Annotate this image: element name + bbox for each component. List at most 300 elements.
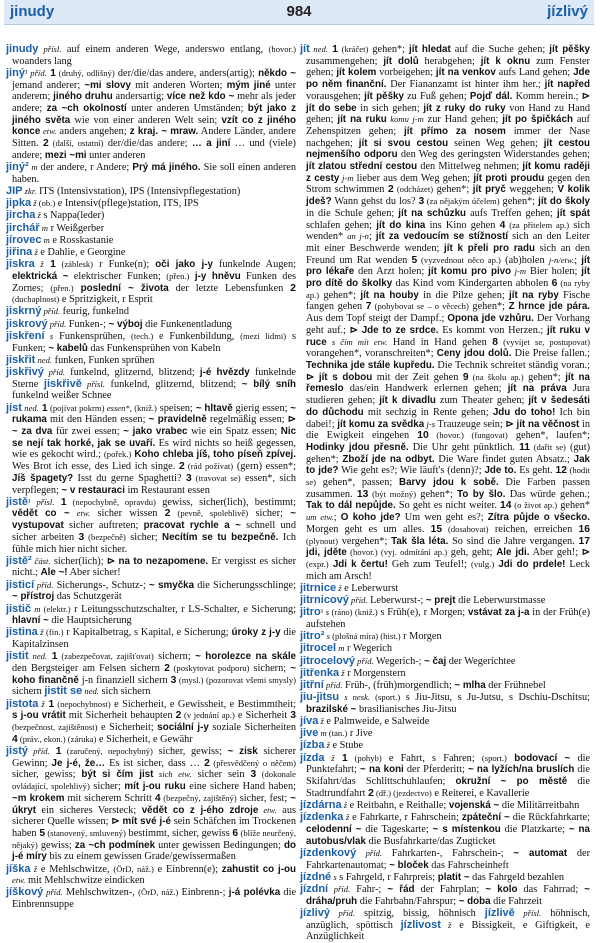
entry-text: m <box>31 603 41 614</box>
entry-text: r Jive <box>347 728 373 740</box>
entry-text: vorbeigehen; <box>376 67 436 79</box>
entry-text: andersartig; <box>112 91 167 103</box>
entry-text: Fische fangen gehen <box>306 289 590 313</box>
entry-text: sicher wissen <box>90 508 165 520</box>
dictionary-entry <box>6 864 296 887</box>
entry-text: (práv., ekon.) (záruka) <box>17 733 97 744</box>
entry-text: ž <box>324 740 330 751</box>
entry-text: mezi ~mi <box>44 149 87 161</box>
entry-text: die Stadtrundfahrt <box>306 776 590 799</box>
entry-text: mým jiné <box>226 79 271 91</box>
entry-text: Wann gehst du los? <box>331 196 419 208</box>
entry-text: 1 <box>54 496 67 508</box>
entry-text: die Punktefahrt; <box>306 752 591 776</box>
entry-text: (poskytovat podporu) <box>169 663 250 674</box>
headword: jistit se <box>44 685 83 698</box>
entry-text: Hodinky jdou přesně. <box>306 441 409 453</box>
entry-text: speisen; <box>156 402 196 414</box>
entry-text: sicher sein <box>191 769 251 781</box>
entry-text: ~ horolezce na skále <box>195 651 296 663</box>
entry-text: jít do kina <box>376 219 426 231</box>
entry-text: mit sicherem Schritt <box>64 792 155 804</box>
entry-text: immer der Nase nachgehen; <box>306 125 590 149</box>
entry-text: hlavní ~ <box>12 615 49 627</box>
entry-text: ~ na autobus/vlak <box>306 823 590 847</box>
entry-text: jít kolem <box>336 67 377 79</box>
entry-text: m <box>41 234 50 245</box>
entry-text: ⊳ Jde to ze srdce. <box>349 324 439 336</box>
entry-text: jít přímo za nosem <box>404 125 506 137</box>
entry-text: in die Ewigkeit eingehen <box>306 418 590 442</box>
entry-text: (hovor.) (fungovat) <box>428 430 508 441</box>
entry-text: jít pro lékaře <box>306 254 590 278</box>
entry-text: e Fahrkarte, r Fahrschein; <box>349 812 462 824</box>
entry-text: an j-n <box>347 231 369 242</box>
entry-text: (fin.) <box>43 627 64 638</box>
entry-text: jít k divadlu <box>379 395 436 407</box>
entry-text: přísl. <box>30 496 55 507</box>
entry-text: (pevně, spolehlivě) <box>170 508 249 519</box>
entry-text: mit anderen Worten; <box>130 79 227 91</box>
entry-text: ~ kolo <box>485 883 518 895</box>
entry-text: m <box>336 643 345 654</box>
entry-text: jít pěšky <box>364 90 404 102</box>
entry-text: ž <box>34 259 44 270</box>
entry-text: přísl. <box>38 44 62 54</box>
entry-text: e Bissigkeit, e Giftigkeit, e Anzüglichkeit <box>306 919 590 943</box>
entry-text: jít ruku v ruce <box>306 324 590 348</box>
entry-text: elektrischer Funken; <box>68 270 167 282</box>
entry-text: jít v šedesáti do důchodu <box>306 395 590 418</box>
headword: jirchář <box>6 221 40 234</box>
entry-text: s <box>331 871 337 882</box>
entry-text: 2 <box>164 508 171 520</box>
entry-text: (kráčet) <box>338 44 369 54</box>
entry-text: 9 <box>462 371 469 383</box>
entry-text: (bezpečně) <box>84 531 126 542</box>
dictionary-entry <box>300 800 590 812</box>
entry-text: 3 <box>418 196 425 208</box>
entry-text: in der Früh(e) aufstehen <box>306 607 591 630</box>
entry-text: (záblesk) <box>55 259 93 270</box>
entry-text: příd. <box>355 655 374 666</box>
entry-text: j-y hněvu <box>189 270 241 282</box>
entry-text: ⊳ jít do sebe <box>306 90 590 114</box>
entry-text: sich wenden* <box>306 219 590 243</box>
dictionary-entry <box>6 887 296 910</box>
entry-text: (mezi lidmi) <box>240 330 287 341</box>
entry-text: ⊳ jít s dobou <box>306 371 373 383</box>
page-number: 984 <box>286 3 312 20</box>
entry-text: do j-é míry <box>12 839 296 863</box>
entry-text: ž <box>31 198 37 209</box>
dictionary-entry <box>6 223 296 235</box>
entry-text: funkelnde Augen; <box>212 259 296 271</box>
entry-text: platit ~ <box>437 871 470 883</box>
entry-text: ~ mlha <box>454 679 486 691</box>
entry-text: sicher, fest; <box>236 792 291 804</box>
entry-text: (ÖrD, náž.) <box>138 887 179 898</box>
entry-text: gehen*; <box>368 44 410 55</box>
entry-text: mit sechzig in Rente gehen; <box>363 406 493 418</box>
entry-text: r Kapitalbetrag, s Kapital, e Sicherung; <box>63 627 232 639</box>
entry-text: r Wegerich <box>344 643 393 655</box>
dictionary-entry <box>300 656 590 668</box>
entry-text: ~ přístroj <box>12 591 55 603</box>
entry-text: 3 <box>185 472 192 484</box>
entry-text: 7 <box>365 301 372 313</box>
entry-text: ITS (Intensivstation), IPS (Intensivpflegestation) <box>36 185 241 197</box>
entry-text: der Fahrplan; <box>414 883 486 895</box>
entry-text: sociální j-y <box>157 722 209 734</box>
entry-text: (hovor.) (vyj. odmítání ap.) <box>346 547 448 558</box>
entry-text: vědět co ~ <box>12 508 70 520</box>
dictionary-entry <box>300 716 590 728</box>
entry-text: ⊳ <box>581 547 590 559</box>
entry-text: s Jiu-Jitsu, s Ju-Jutsu, s Dschiu-Dschitsu; <box>400 692 591 704</box>
entry-text: jít si svou cestou <box>358 137 449 149</box>
entry-text: sicher; <box>248 508 291 520</box>
entry-text: (hodit se) <box>306 465 590 488</box>
entry-text: příd. <box>34 579 54 590</box>
entry-text: příd. <box>329 907 356 918</box>
entry-text: elektrická ~ <box>12 270 69 282</box>
entry-text: celodenní ~ <box>306 823 362 835</box>
entry-text: j-s <box>424 418 436 429</box>
entry-text: 14 <box>500 500 512 512</box>
entry-text: ~ bloček <box>389 859 429 871</box>
entry-text: aus sicherer Quelle wissen; <box>12 804 296 828</box>
entry-text: 11 <box>519 441 530 453</box>
entry-text: Mehlschwitzen-, <box>62 887 139 899</box>
entry-text: jiného druhu <box>53 91 113 103</box>
dictionary-entry <box>6 319 296 331</box>
entry-text: jít zlatou střední cestou <box>306 161 418 173</box>
entry-text: ~m krokem <box>12 792 65 804</box>
entry-text: die Tageskarte; <box>361 823 433 835</box>
dictionary-entry <box>300 583 590 595</box>
entry-text: (odcházet) <box>393 184 434 195</box>
entry-text: mit Sicherheit behaupten <box>65 710 176 722</box>
entry-text: s <box>44 330 54 341</box>
entry-text: příd. <box>28 745 50 756</box>
entry-text: Ale jdi. <box>496 547 530 559</box>
page-header <box>4 0 594 25</box>
dictionary-entry <box>6 367 296 402</box>
entry-text: jít k přeli pro radu <box>444 242 535 254</box>
entry-text: (další, ostatní) <box>48 138 104 149</box>
headword: jiskřivě <box>43 377 82 390</box>
entry-text: ~ na lyžích/na bruslích <box>467 764 575 776</box>
entry-text: (v jednání ap.) <box>181 710 235 721</box>
entry-text: jít na ruku <box>337 114 387 126</box>
entry-text: ~ doba <box>458 895 491 907</box>
headword: jíst <box>6 401 22 414</box>
entry-text: být jako z jiného světa <box>12 103 296 126</box>
entry-text: Es wird nichts so heiß gegessen, wie es gekocht wird.; <box>12 437 296 461</box>
entry-text: Er vergisst es sicher nicht.; <box>12 555 296 579</box>
entry-text: Komm herein.; <box>512 90 582 102</box>
dictionary-entry <box>6 235 296 247</box>
entry-text: 3 <box>250 769 257 781</box>
entry-text: mehr als jeder andere; <box>12 91 296 115</box>
entry-text: (pohybovat se – o věcech) <box>371 301 469 312</box>
entry-text: ~ v restauraci <box>61 484 125 496</box>
entry-text: 1 <box>44 698 55 710</box>
entry-text: jít po špičkách <box>502 114 573 126</box>
entry-text: j-á polévka <box>228 887 281 899</box>
entry-text: 10 <box>417 430 429 442</box>
entry-text: s čím mít etw. <box>326 336 388 347</box>
entry-text: zur Hand gehen; <box>423 114 503 126</box>
entry-text: ž <box>339 667 345 678</box>
entry-text: sicher, gewiss; <box>12 769 82 781</box>
entry-text: (bezpečný, zajištěný) <box>160 792 237 803</box>
entry-text: příd. <box>47 318 67 329</box>
entry-text: zahustit co j-ou <box>221 863 297 875</box>
entry-text: ; <box>368 231 376 243</box>
dictionary-entry <box>300 908 590 943</box>
entry-text: funken, Funken sprühen <box>52 354 155 366</box>
entry-text: den Mittelweg nehmen; <box>417 161 523 173</box>
entry-text: Es geht. <box>516 465 556 477</box>
entry-text: zusammengehen; <box>306 55 384 67</box>
entry-text: die Leberwurstmasse <box>455 595 546 607</box>
headword: jiskřit <box>6 353 36 366</box>
entry-text: zum Fenster gehen; <box>306 55 590 79</box>
entry-text: jít k oknu <box>480 55 531 67</box>
entry-text: 1 <box>46 67 56 79</box>
entry-text: ~ rukama <box>12 402 296 426</box>
entry-text: ⊳ na to nezapomene. <box>106 555 209 567</box>
entry-text: von Hand zu Hand gehen; <box>306 102 590 126</box>
entry-text: Ich fühle mich hier nicht sicher. <box>12 531 296 555</box>
entry-text: jít cestou nejmenšího odporu <box>306 137 590 161</box>
dictionary-entry <box>6 604 296 627</box>
entry-text: die Hauptsicherung <box>48 615 132 627</box>
entry-text: das Fahrrad; <box>517 883 585 895</box>
entry-text: jdi, jděte <box>306 547 347 559</box>
entry-text: funkelnd, glitzernd, blitzend; <box>65 366 200 378</box>
entry-text: ¹ <box>24 67 28 78</box>
entry-text: příd. <box>41 306 61 317</box>
entry-text: Koho chleba jíš, toho píseň zpívej. <box>131 449 296 461</box>
entry-text: j-n finanziell sichern <box>78 674 171 686</box>
entry-text: (dř.) (jezdectvo) <box>373 787 432 798</box>
entry-text: 2 <box>204 757 210 769</box>
entry-text: (plošná míra) (hist.) <box>329 631 401 642</box>
entry-text: jít pro dítě do školky <box>306 266 590 290</box>
entry-text: r Leitungsschutzschalter, r LS-Schalter, e Sicherung; <box>70 603 296 615</box>
entry-text: Es ist sicher, dass … <box>105 757 205 769</box>
dictionary-entry <box>300 44 590 582</box>
dictionary-entry <box>300 692 590 715</box>
dictionary-entry <box>300 884 590 907</box>
headword: jízdárna <box>300 799 342 811</box>
entry-text: gehen*, laufen*; <box>507 430 590 442</box>
entry-text: ž <box>38 698 45 709</box>
entry-text: brasilianisches Jiu-Jitsu <box>356 703 457 715</box>
entry-text: Fahr-; <box>350 883 388 895</box>
entry-text: (za přítelem ap.) <box>505 219 570 230</box>
entry-text: někdo ~ <box>258 67 296 79</box>
entry-text: příd. <box>27 67 47 78</box>
entry-text: (blíže neurčený, nějaký) <box>12 827 296 850</box>
entry-text: unter anderem; <box>12 79 296 103</box>
entry-text: Hand in Hand gehen <box>387 336 493 348</box>
entry-text: ~ úkryt <box>12 792 296 816</box>
entry-text: (ab)holen <box>500 254 549 266</box>
entry-text: Bier holen; <box>526 266 582 278</box>
entry-text: ~ prejt <box>425 595 456 607</box>
entry-text: Die Preise fallen.; <box>511 348 590 360</box>
entry-text: okružní ~ po městě <box>455 776 568 788</box>
dictionary-entry <box>6 651 296 698</box>
entry-text: ned. <box>21 402 39 413</box>
entry-text: 2 <box>42 138 49 150</box>
entry-text: sicherer Gewinn; <box>12 745 296 769</box>
entry-text: ~ koho finančně <box>12 663 296 686</box>
entry-text: ned. <box>82 686 99 697</box>
dictionary-entry <box>6 699 296 746</box>
entry-text: Die Uhr geht pünktlich. <box>408 441 520 453</box>
headword: jisticí <box>6 578 35 591</box>
entry-text: (vyvíjet se, postupovat) <box>498 336 591 347</box>
headword: jiu-jitsu <box>300 691 340 704</box>
entry-text: příd. <box>356 847 383 858</box>
entry-text: Opona jde vzhůru. <box>447 313 534 325</box>
entry-text: etw. <box>40 126 57 137</box>
entry-text: 3 <box>170 674 177 686</box>
entry-text: e Palmweide, e Salweide <box>323 716 430 728</box>
entry-text: der Wegerichtee <box>446 655 516 667</box>
entry-text: ž <box>35 210 41 221</box>
entry-text: Zboží jde na odbyt. <box>342 453 435 465</box>
entry-text: 5 <box>411 254 418 266</box>
entry-text: herabgehen; <box>418 55 481 67</box>
dictionary-entry <box>6 580 296 603</box>
entry-text: schnell und sicher arbeiten <box>12 520 296 543</box>
dictionary-entry <box>300 728 590 740</box>
entry-text: vzít co z jiného konce <box>12 114 296 138</box>
entry-text: jít na houby <box>360 289 419 301</box>
dictionary-entry <box>6 627 296 650</box>
entry-text: ned. <box>28 651 48 662</box>
entry-text: die Platzkarte; <box>500 823 569 835</box>
entry-text: (zaručený, nepochybný) <box>61 745 153 756</box>
entry-text: 8 <box>492 336 499 348</box>
entry-text: (gut) gehen*; <box>306 441 590 465</box>
entry-text: j-m <box>339 172 354 183</box>
entry-text: (plynout) <box>306 535 338 546</box>
entry-text: Je j-é, že… <box>51 757 106 769</box>
dictionary-entry <box>6 497 296 556</box>
entry-text: e Mehlschwitze, <box>37 863 114 875</box>
entry-text: jít pěšky <box>549 44 590 55</box>
entry-text: sich sichern <box>98 686 151 698</box>
entry-text: die Funkenentladung <box>142 318 232 330</box>
dictionary-entry <box>300 668 590 680</box>
entry-text: s Nappa(leder) <box>40 210 105 222</box>
entry-text: s j-ou vrátit <box>12 710 66 722</box>
entry-text: spitzig, bissig, höhnisch <box>355 907 485 919</box>
entry-text: příd. <box>323 679 343 690</box>
entry-text: ~ s místenkou <box>432 823 501 835</box>
entry-text: (travovat se) <box>191 472 241 483</box>
entry-text: ~ čaj <box>424 655 447 667</box>
entry-text: der letzte Lebensfunken <box>168 282 291 294</box>
dictionary-entry <box>6 403 296 497</box>
entry-text: přísl. <box>81 378 105 389</box>
entry-text: Morgen geht es um alles. <box>306 523 431 535</box>
headword: jistit <box>6 650 29 663</box>
entry-text: die Einbrennsuppe <box>12 887 297 911</box>
entry-text: Leberwurst-; <box>367 595 426 607</box>
entry-text: 2 <box>290 282 296 294</box>
entry-text: der Frühnebel <box>485 679 546 691</box>
entry-text: Aus dem Topf steigt der Dampf.; <box>306 313 448 325</box>
entry-text: 3 <box>78 531 85 543</box>
entry-text: 5 <box>39 827 46 839</box>
entry-text: příd. <box>328 883 351 894</box>
entry-text: ž <box>324 752 335 763</box>
entry-text: ~ jako vrabec <box>123 426 188 437</box>
entry-text: (na školu ap.) <box>468 371 524 382</box>
entry-text: Funken des Zornes; <box>12 270 297 294</box>
entry-text: So geht es nicht weiter. <box>395 500 501 512</box>
entry-text: e Dahlie, e Georgine <box>37 246 126 258</box>
entry-text: bodovací ~ <box>506 752 571 764</box>
entry-text: So sind die Jahre vergangen. <box>448 535 579 547</box>
entry-text: jemand anderer; <box>12 79 85 91</box>
entry-text: příd. <box>348 595 368 606</box>
headword: jitro² <box>300 630 325 643</box>
entry-text: ~ pravidelně <box>148 414 207 426</box>
entry-text: die Rückfahrkarte; <box>509 812 590 824</box>
entry-text: 6 <box>232 827 239 839</box>
entry-text: gehen*; <box>468 301 509 313</box>
entry-text: ins Kino gehen <box>425 219 500 231</box>
entry-text: der andere, r Andere; <box>37 162 133 174</box>
headword: jíška <box>6 862 31 875</box>
entry-text: unter anderen <box>86 149 146 161</box>
entry-text: m <box>318 728 327 739</box>
entry-text: Das würde gehen.; <box>505 488 590 500</box>
entry-text: aufs Treffen gehen; <box>466 207 557 219</box>
entry-text: die Kapitalzinsen <box>12 627 296 651</box>
entry-text: in sich gehen; <box>356 102 424 114</box>
headword: jitrocel <box>300 642 337 655</box>
dictionary-entry <box>6 306 296 318</box>
entry-text: přísl. <box>514 907 542 918</box>
entry-text: Isst du gerne Spaghetti? <box>73 472 186 484</box>
entry-text: ~ zisk <box>227 745 258 757</box>
entry-text: jít komu pro pivo <box>428 266 512 278</box>
dictionary-entry <box>300 607 590 630</box>
headword: jízba <box>300 739 325 752</box>
entry-text: jít na venkov <box>435 67 496 79</box>
dictionary-entry <box>300 848 590 871</box>
entry-text: (vyzvednout něco ap.) <box>417 254 501 265</box>
entry-text: e Spritzigkeit, r Esprit <box>59 294 153 306</box>
entry-text: das Kind vom Kindergarten abholen <box>392 278 552 290</box>
headword: jistota <box>6 697 39 710</box>
entry-text: jít komu raději z cesty <box>306 161 590 184</box>
entry-text: ~ výboj <box>108 318 143 330</box>
entry-text: sicher(lich); <box>50 555 107 567</box>
entry-text: r Funke(n); <box>93 259 156 271</box>
dictionary-entry <box>6 198 296 210</box>
